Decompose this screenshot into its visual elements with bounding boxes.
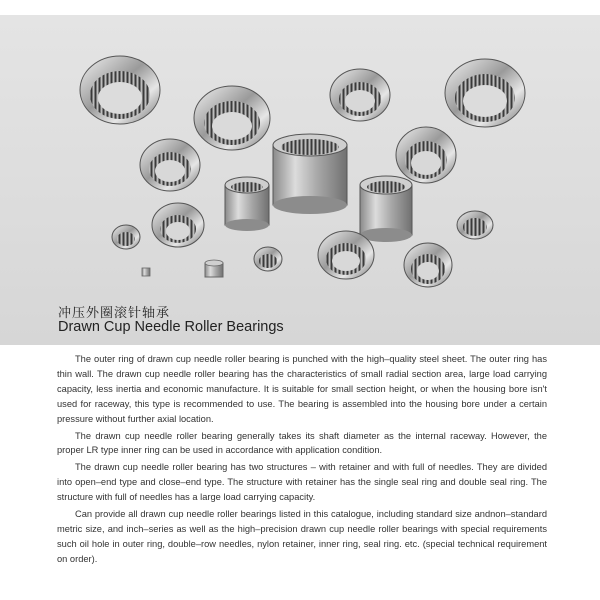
paragraph-3: The drawn cup needle roller bearing has two structures – with retainer and with full of needles. They are divided into open–end type and close–end type. The structure with retainer has the single seal ring and double seal ring. The structure with full of needles has a large load carrying capacity. xyxy=(57,462,547,503)
bearing-small-far-right xyxy=(457,211,493,239)
bearings-illustration xyxy=(0,15,600,345)
page-title-english: Drawn Cup Needle Roller Bearings xyxy=(58,319,284,335)
bearing-large-center xyxy=(194,86,270,150)
bearing-large-left xyxy=(80,56,160,124)
bearing-right-mid xyxy=(396,127,456,183)
paragraph-1: The outer ring of drawn cup needle roller bearing is punched with the high–quality steel sheet. The outer ring has thin wall. The drawn cup needle roller bearing has the characteristics of small radial section area, large load carrying capacity, less inertia and economic manufacture. It is suitable for small section height, or when the housing bore isn't used for raceway, this type is recommended to use. The bearing is assembled into the housing bore under a certain pressure without further axial location. xyxy=(57,354,547,424)
bearing-mid-lower-left xyxy=(152,203,204,247)
bearing-tiny-cup xyxy=(205,260,223,277)
paragraph-2: The drawn cup needle roller bearing generally takes its shaft diameter as the internal raceway. However, the proper LR type inner ring can be used in accordance with application condition. xyxy=(57,430,547,456)
bearing-cup-right xyxy=(360,176,412,242)
bearing-top-right-mid xyxy=(330,69,390,121)
bearing-mid-left xyxy=(140,139,200,191)
description-text xyxy=(57,352,547,569)
page-title-chinese: 冲压外圈滚针轴承 xyxy=(58,306,171,321)
bearing-small-left xyxy=(112,225,140,249)
bearing-small-cup-left xyxy=(225,177,269,231)
bearing-lower-center xyxy=(318,231,374,279)
bearing-tall-cup-center xyxy=(273,134,347,214)
bearing-large-right xyxy=(445,59,525,127)
bearing-lower-right xyxy=(404,243,452,287)
bearing-tiniest xyxy=(142,268,150,276)
bearing-small-center xyxy=(254,247,282,271)
product-photo xyxy=(0,15,600,345)
paragraph-4: Can provide all drawn cup needle roller bearings listed in this catalogue, including standard size andnon–standard metric size, and inch–series as well as the high–precision drawn cup needle roller bearings with special requirements such oil hole in outer ring, double–row needles, nylon retainer, inner ring, seal ring. etc. (special technical requirement on order). xyxy=(57,509,547,564)
